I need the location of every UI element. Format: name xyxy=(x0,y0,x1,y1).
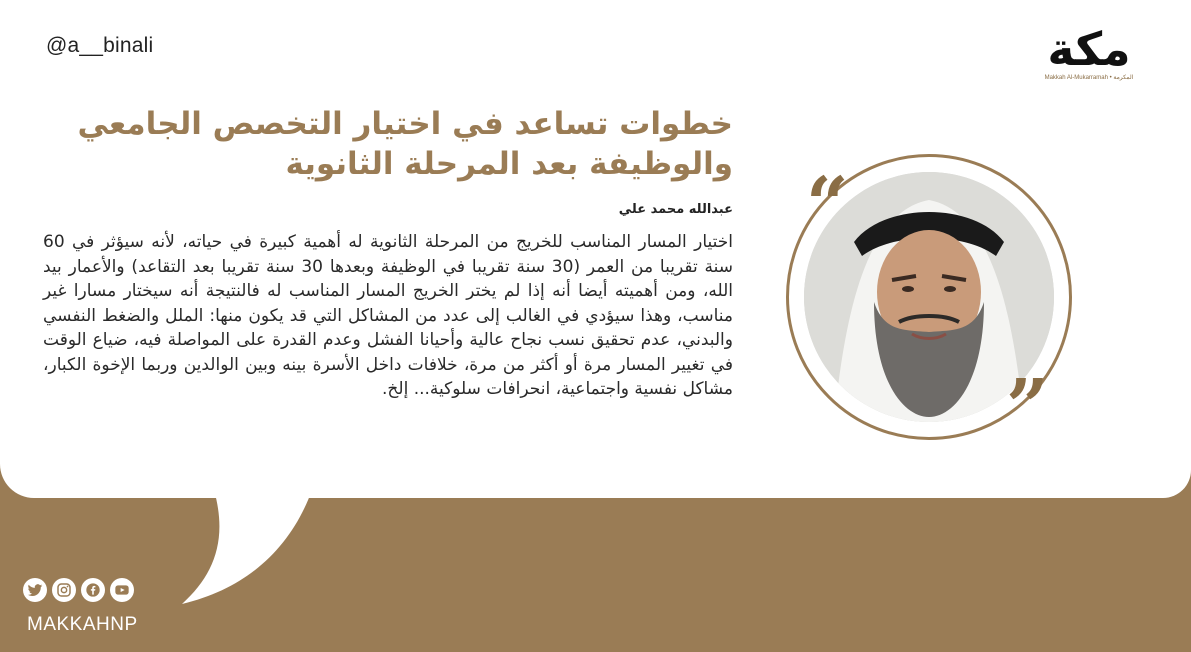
quote-open-icon: “ xyxy=(806,162,849,248)
article-title: خطوات تساعد في اختيار التخصص الجامعي والوظيفة بعد المرحلة الثانوية xyxy=(77,106,733,182)
youtube-icon[interactable] xyxy=(110,578,134,602)
logo-subtitle: Makkah Al-Mukarramah • المكرمة xyxy=(1044,75,1134,81)
makkah-logo xyxy=(1029,22,1149,92)
social-links xyxy=(23,578,134,602)
quote-close-icon: ” xyxy=(1006,364,1049,450)
article-author: عبدالله محمد علي xyxy=(618,202,733,217)
facebook-icon[interactable] xyxy=(81,578,105,602)
twitter-icon[interactable] xyxy=(23,578,47,602)
brand-name: MAKKAHNP xyxy=(27,614,138,635)
article-body: اختيار المسار المناسب للخريج من المرحلة الثانوية له أهمية كبيرة في حياته، لأنه سيؤثر في 60 سنة تقريبا من العمر (30 سنة تقريبا في الوظيفة وبعدها 30 سنة تقريبا بعد التقاعد) والأعمار بيد الله، ومن أهميته أيضا أنه إذا لم يختر الخريج المسار المناسب له فالنتيجة أنه سيختار مسارا غير مناسب، وهذا سيؤدي في الغالب إلى عدد من المشاكل التي قد يكون منها: الملل والضغط النفسي والبدني، عدم تحقيق نسب نجاح عالية وأحيانا الفشل وعدم القدرة على المواصلة فيه، ضياع الوقت في تغيير المسار مرة أو أكثر من مرة، خلافات داخل الأسرة بينه وبين الوالدين وربما الإخوة الكبار، مشاكل نفسية واجتماعية، انحرافات سلوكية... إلخ. xyxy=(43,232,733,399)
author-handle: @a__binali xyxy=(46,34,154,57)
logo-mark: مكة xyxy=(1047,22,1131,76)
instagram-icon[interactable] xyxy=(52,578,76,602)
